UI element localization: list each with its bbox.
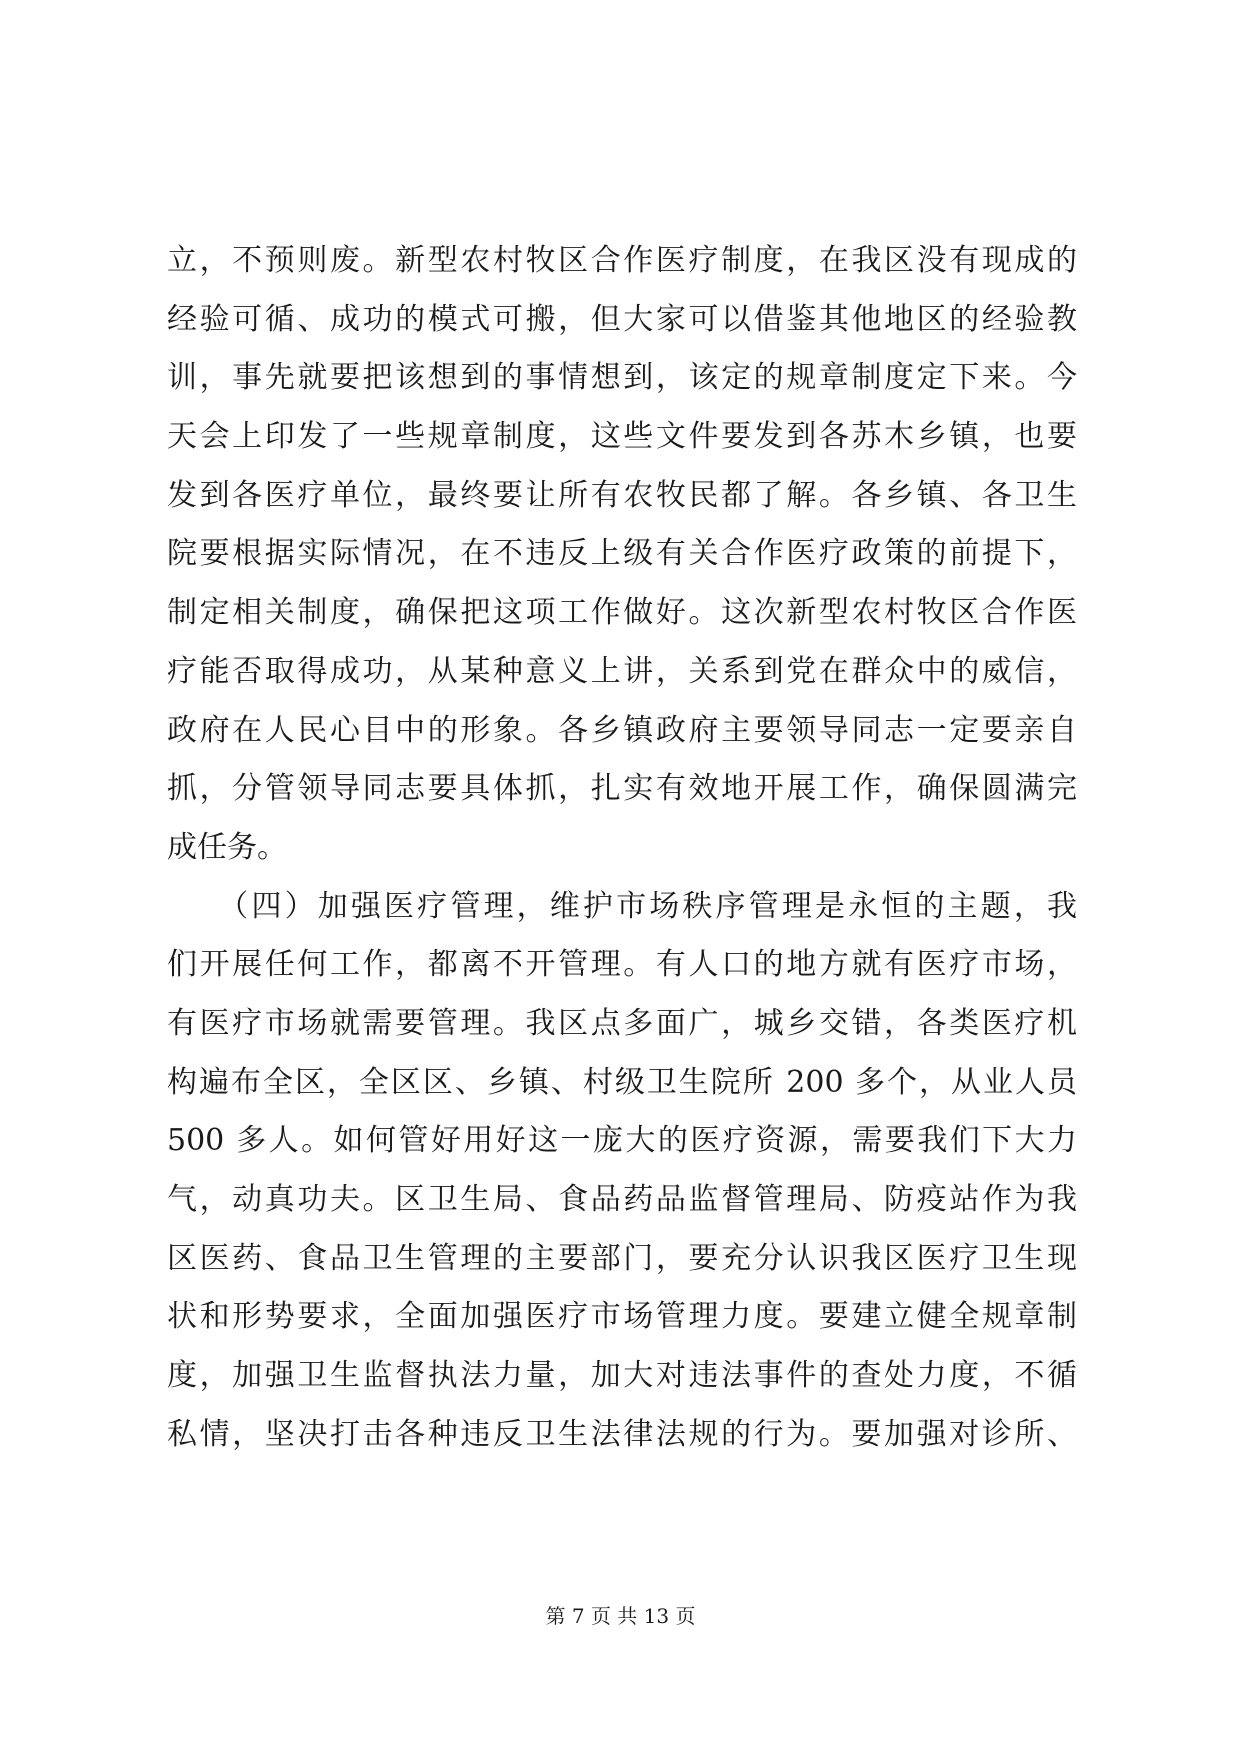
text-line-8: 疗能否取得成功，从某种意义上讲，关系到党在群众中的威信， (167, 653, 1077, 689)
text-line-4: 天会上印发了一些规章制度，这些文件要发到各苏木乡镇，也要 (167, 419, 1077, 455)
text-line-9: 政府在人民心目中的形象。各乡镇政府主要领导同志一定要亲自 (167, 712, 1077, 748)
text-line-11: 成任务。 (167, 829, 287, 865)
text-line-17: 气，动真功夫。区卫生局、食品药品监督管理局、防疫站作为我 (167, 1182, 1077, 1217)
text-line-20: 度，加强卫生监督执法力量，加大对违法事件的查处力度，不循 (167, 1358, 1077, 1394)
page-footer (0, 1604, 1241, 1628)
text-line-1: 立，不预则废。新型农村牧区合作医疗制度，在我区没有现成的 (167, 243, 1077, 278)
text-line-21: 私情，坚决打击各种违反卫生法律法规的行为。要加强对诊所、 (167, 1416, 1077, 1452)
text-line-16: 500 多人。如何管好用好这一庞大的医疗资源，需要我们下大力 (167, 1123, 1077, 1159)
text-line-2: 经验可循、成功的模式可搬，但大家可以借鉴其他地区的经验教 (167, 301, 1077, 337)
text-line-18: 区医药、食品卫生管理的主要部门，要充分认识我区医疗卫生现 (167, 1240, 1077, 1276)
page-number-label: 第 7 页 共 13 页 (545, 1604, 696, 1628)
text-line-15: 构遍布全区，全区区、乡镇、村级卫生院所 200 多个，从业人员 (167, 1064, 1077, 1100)
text-line-7: 制定相关制度，确保把这项工作做好。这次新型农村牧区合作医 (167, 595, 1077, 631)
text-line-14: 有医疗市场就需要管理。我区点多面广，城乡交错，各类医疗机 (167, 1005, 1077, 1041)
text-line-5: 发到各医疗单位，最终要让所有农牧民都了解。各乡镇、各卫生 (167, 477, 1077, 513)
text-line-12: （四）加强医疗管理，维护市场秩序管理是永恒的主题，我 (167, 888, 1077, 924)
text-line-3: 训，事先就要把该想到的事情想到，该定的规章制度定下来。今 (167, 360, 1077, 396)
text-line-10: 抓，分管领导同志要具体抓，扎实有效地开展工作，确保圆满完 (167, 771, 1077, 807)
text-line-19: 状和形势要求，全面加强医疗市场管理力度。要建立健全规章制 (167, 1299, 1077, 1335)
body-text (167, 232, 1077, 1464)
text-line-6: 院要根据实际情况，在不违反上级有关合作医疗政策的前提下， (167, 536, 1077, 572)
text-line-13: 们开展任何工作，都离不开管理。有人口的地方就有医疗市场， (167, 947, 1077, 983)
